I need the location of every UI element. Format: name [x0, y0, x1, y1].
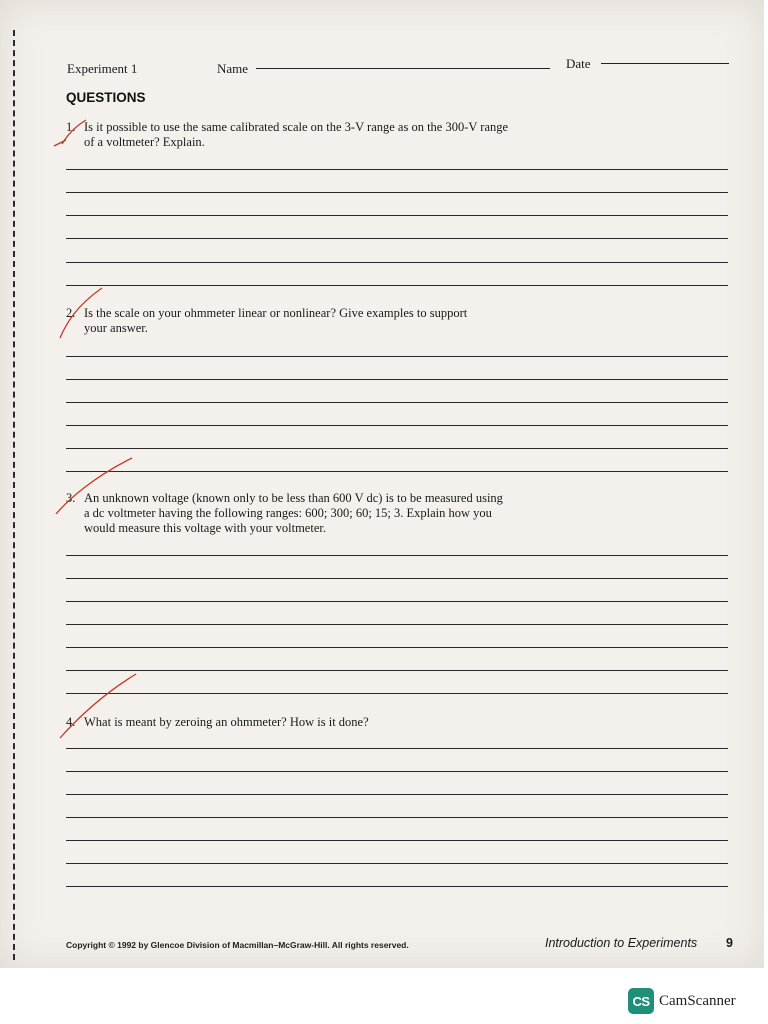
question-number: 4. — [66, 715, 76, 729]
answer-line[interactable] — [66, 624, 728, 625]
book-title: Introduction to Experiments — [545, 936, 698, 950]
question-number: 3. — [66, 491, 76, 505]
question-text: Is it possible to use the same calibrated scale on the 3-V range as on the 300-V range — [84, 120, 509, 134]
answer-line[interactable] — [66, 670, 728, 671]
answer-line[interactable] — [66, 356, 728, 357]
answer-line[interactable] — [66, 379, 728, 380]
answer-line[interactable] — [66, 817, 728, 818]
answer-line[interactable] — [66, 601, 728, 602]
answer-line[interactable] — [66, 693, 728, 694]
answer-line[interactable] — [66, 748, 728, 749]
camscanner-logo-icon: CS — [628, 988, 654, 1014]
question-text: What is meant by zeroing an ohmmeter? How is it done? — [84, 715, 369, 729]
camscanner-name: CamScanner — [659, 992, 736, 1009]
answer-line[interactable] — [66, 555, 728, 556]
answer-line[interactable] — [66, 863, 728, 864]
question-text: An unknown voltage (known only to be less than 600 V dc) is to be measured using — [84, 491, 503, 505]
question-2 — [66, 306, 467, 336]
experiment-label: Experiment 1 — [67, 61, 138, 76]
answer-line[interactable] — [66, 285, 728, 286]
question-text: your answer. — [84, 321, 148, 335]
answer-line[interactable] — [66, 192, 728, 193]
answer-line[interactable] — [66, 448, 728, 449]
questions-heading: QUESTIONS — [66, 90, 146, 105]
date-field[interactable] — [601, 63, 729, 64]
question-text: of a voltmeter? Explain. — [84, 135, 205, 149]
question-number: 1. — [66, 120, 76, 134]
answer-line[interactable] — [66, 647, 728, 648]
question-1 — [66, 120, 508, 150]
date-label: Date — [566, 56, 591, 71]
copyright-notice: Copyright © 1992 by Glencoe Division of Macmillan–McGraw-Hill. All rights reserved. — [66, 940, 409, 950]
answer-line[interactable] — [66, 238, 728, 239]
check-mark-icon — [56, 670, 140, 742]
page-number: 9 — [726, 936, 733, 950]
answer-line[interactable] — [66, 425, 728, 426]
answer-line[interactable] — [66, 771, 728, 772]
answer-line[interactable] — [66, 578, 728, 579]
answer-line[interactable] — [66, 402, 728, 403]
perforation-edge — [13, 30, 15, 960]
question-text: Is the scale on your ohmmeter linear or nonlinear? Give examples to support — [84, 306, 468, 320]
camscanner-watermark — [628, 988, 736, 1014]
answer-line[interactable] — [66, 215, 728, 216]
answer-line[interactable] — [66, 840, 728, 841]
answer-line[interactable] — [66, 886, 728, 887]
name-label: Name — [217, 61, 249, 76]
question-3 — [66, 491, 503, 536]
answer-line[interactable] — [66, 169, 728, 170]
answer-line[interactable] — [66, 794, 728, 795]
question-text: would measure this voltage with your voltmeter. — [84, 521, 326, 535]
question-number: 2. — [66, 306, 76, 320]
answer-line[interactable] — [66, 262, 728, 263]
answer-line[interactable] — [66, 471, 728, 472]
name-field[interactable] — [256, 68, 550, 69]
question-text: a dc voltmeter having the following ranges: 600; 300; 60; 15; 3. Explain how you — [84, 506, 492, 520]
question-4 — [66, 715, 369, 730]
